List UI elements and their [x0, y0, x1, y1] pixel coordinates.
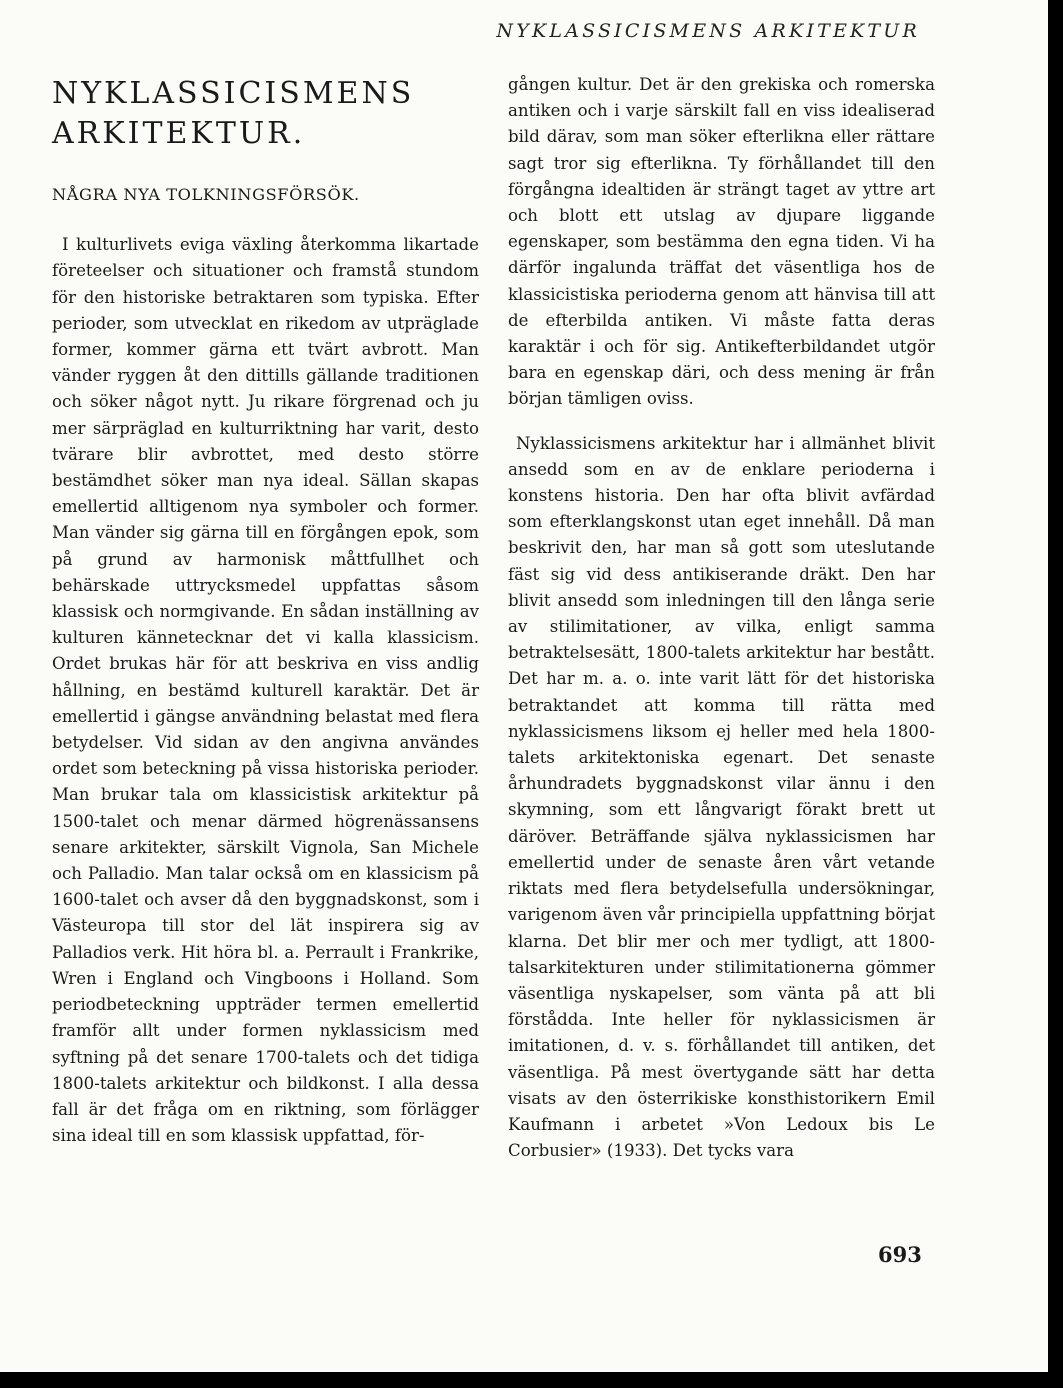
running-head: NYKLASSICISMENS ARKITEKTUR — [496, 20, 920, 42]
scan-border-right — [1048, 0, 1063, 1388]
right-column — [508, 72, 935, 1164]
body-paragraph: gången kultur. Det är den grekiska och romerska antiken och i varje särskilt fall en viss idealiserad bild därav, som man söker efterlikna eller rättare sagt tror sig efterlikna. Ty förhållandet till den förgångna idealtiden är strängt taget av yttre art och blott ett utslag av djupare liggande egenskaper, som bestämma den egna tiden. Vi ha därför ingalunda träffat det väsentliga hos de klassicistiska perioderna genom att hänvisa till att de efterbilda antiken. Vi måste fatta deras karaktär i och för sig. Antikefterbildandet utgör bara en egenskap däri, och dess mening är från början tämligen oviss. — [508, 75, 935, 409]
title-line-2: ARKITEKTUR. — [52, 116, 306, 151]
left-column — [52, 72, 479, 1149]
article-title — [52, 72, 479, 154]
article-subtitle: NÅGRA NYA TOLKNINGSFÖRSÖK. — [52, 185, 360, 204]
scan-border-bottom — [0, 1372, 1063, 1388]
body-paragraph: I kulturlivets eviga växling återkomma likartade företeelser och situationer och framstå stundom för den historiske betraktaren som typiska. Efter perioder, som utvecklat en rikedom av utpräglade former, kommer gärna ett tvärt avbrott. Man vänder ryggen åt den dittills gällande traditionen och söker något nytt. Ju rikare förgrenad och ju mer särpräglad en kulturriktning har varit, desto tvärare blir avbrottet, med desto större bestämdhet söker man nya ideal. Sällan skapas emellertid alltigenom nya symboler och former. Man vänder sig gärna till en förgången epok, som på grund av harmonisk måttfullhet och behärskade uttrycksmedel uppfattas såsom klassisk och normgivande. En sådan inställning av kulturen kännetecknar det vi kalla klassicism. Ordet brukas här för att beskriva en viss andlig hållning, en bestämd kulturell karaktär. Det är emellertid i gängse användning belastat med flera betydelser. Vid sidan av den angivna användes ordet som beteckning på vissa historiska perioder. Man brukar tala om klassicistisk arkitektur på 1500-talet och menar därmed högrenässansens senare arkitekter, särskilt Vignola, San Michele och Palladio. Man talar också om en klassicism på 1600-talet och avser då den byggnadskonst, som i Västeuropa till stor del lät inspirera sig av Palladios verk. Hit höra bl. a. Perrault i Frankrike, Wren i England och Vingboons i Holland. Som periodbeteckning uppträder termen emellertid framför allt under formen nyklassicism med syftning på det senare 1700-talets och det tidiga 1800-talets arkitektur och bildkonst. I alla dessa fall är det fråga om en riktning, som förlägger sina ideal till en som klassisk uppfattad, för- — [52, 235, 479, 1146]
body-paragraph: Nyklassicismens arkitektur har i allmänhet blivit ansedd som en av de enklare perioderna i konstens historia. Den har ofta blivit avfärdad som efterklangskonst utan eget innehåll. Då man beskrivit den, har man så gott som uteslutande fäst sig vid dess antikiserande dräkt. Den har blivit ansedd som inledningen till den långa serie av stilimitationer, av vilka, enligt samma betraktelsesätt, 1800-talets arkitektur har bestått. Det har m. a. o. inte varit lätt för det historiska betraktandet att komma till rätta med nyklassicismens liksom ej heller med hela 1800-talets arkitektoniska egenart. Det senaste århundradets byggnadskonst vilar ännu i den skymning, som ett långvarigt förakt brett ut däröver. Beträffande själva nyklassicismen har emellertid under de senaste åren vårt vetande riktats med flera betydelsefulla undersökningar, varigenom även vår principiella uppfattning börjat klarna. Det blir mer och mer tydligt, att 1800-talsarkitekturen under stilimitationerna gömmer väsentliga nyskapelser, som vänta på att bli förstådda. Inte heller för nyklassicismen är imitationen, d. v. s. förhållandet till antiken, det väsentliga. På mest övertygande sätt har detta visats av den österrikiske konsthistorikern Emil Kaufmann i arbetet »Von Ledoux bis Le Corbusier» (1933). Det tycks vara — [508, 433, 935, 1161]
page-number: 693 — [878, 1242, 922, 1267]
title-line-1: NYKLASSICISMENS — [52, 76, 415, 111]
